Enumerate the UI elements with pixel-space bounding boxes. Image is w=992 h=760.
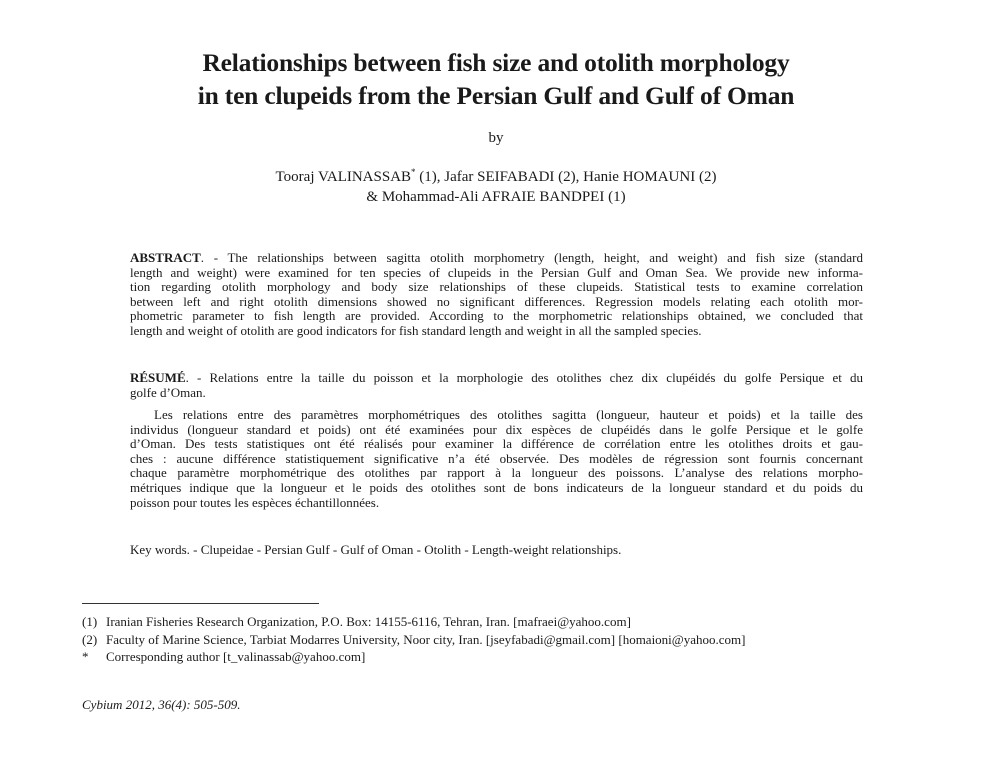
by-label: by [488, 130, 504, 146]
resume-body-line: individus (longueur standard et poids) ont été examinées pour dix espèces de clupéidés dans le golfe Persique et le golfe [130, 421, 863, 437]
authors-line-2: & Mohammad-Ali AFRAIE BANDPEI (1) [366, 189, 626, 205]
resume-section [130, 371, 863, 400]
footnote-text: Faculty of Marine Science, Tarbiat Modarres University, Noor city, Iran. [jseyfabadi@gmail.com] [homaioni@yahoo.com] [106, 631, 746, 647]
abstract-line: length and weight) were examined for ten species of clupeids in the Persian Gulf and Oman Sea. We provide new informa- [130, 264, 863, 280]
footnote-mark: * [82, 649, 89, 664]
title-line-2: in ten clupeids from the Persian Gulf and Gulf of Oman [197, 81, 795, 110]
author-list [0, 167, 992, 207]
abstract-line: between left and right otolith dimensions showed no significant differences. Regression models relating each otolith mor- [130, 293, 863, 309]
resume-body-line: Les relations entre des paramètres morphométriques des otolithes sagitta (longueur, hauteur et poids) et la taille des [154, 407, 863, 422]
abstract-line: phometric parameter to fish length are provided. According to the morphometric relationships obtained, we concluded that [130, 308, 863, 324]
resume-line: golfe d’Oman. [130, 384, 206, 400]
keywords: Key words. - Clupeidae - Persian Gulf - Gulf of Oman - Otolith - Length-weight relationships. [130, 542, 622, 557]
footnotes [82, 613, 912, 666]
abstract-line: tion regarding otolith morphology and body size relationships of these clupeids. Statistical tests to examine correlation [130, 279, 863, 295]
resume-body-line: ches : aucune différence statistiquement significative n’a été observée. Des modèles de régression sont fournis concernant [130, 450, 863, 466]
abstract-section [130, 251, 863, 339]
authors-line-1-rest: (1), Jafar SEIFABADI (2), Hanie HOMAUNI (2) [415, 169, 717, 185]
footnote-mark: (2) [82, 631, 98, 647]
footnote-text: Iranian Fisheries Research Organization, P.O. Box: 14155-6116, Tehran, Iran. [mafraei@yahoo.com] [106, 614, 631, 629]
resume-body-line: métriques indique que la longueur et le poids des otolithes sont de bons indicateurs de la longueur standard et du poids du [130, 479, 863, 495]
corresponding-author-mark: * [411, 167, 416, 177]
journal-citation: Cybium 2012, 36(4): 505-509. [82, 697, 241, 712]
footnote [82, 631, 912, 649]
lead-author: Tooraj VALINASSAB [275, 169, 412, 185]
resume-text: . - Relations entre la taille du poisson et la morphologie des otolithes chez dix clupéidés du golfe Persique et du [185, 370, 863, 385]
resume-body [130, 408, 863, 510]
article-title [0, 46, 992, 112]
abstract-line [130, 251, 863, 266]
abstract-line: length and weight of otolith are good indicators for fish standard length and weight in all the sampled species. [130, 322, 702, 338]
abstract-label: ABSTRACT [130, 250, 201, 265]
authors-line-1 [0, 167, 992, 187]
footnote-text: Corresponding author [t_valinassab@yahoo.com] [106, 649, 366, 664]
footnote [82, 613, 912, 631]
title-line-1: Relationships between fish size and otolith morphology [202, 48, 790, 77]
resume-line [130, 371, 863, 386]
resume-body-line: chaque paramètre morphométrique des otolithes par rapport à la longueur des poissons. L’analyse des relations morpho- [130, 465, 863, 481]
resume-label: RÉSUMÉ [130, 370, 186, 385]
resume-body-line: d’Oman. Des tests statistiques ont été réalisés pour examiner la différence de corrélation entre les otolithes droits et gau- [130, 436, 863, 452]
footnote [82, 648, 912, 666]
footnote-mark: (1) [82, 614, 98, 629]
abstract-text: . - The relationships between sagitta otolith morphometry (length, height, and weight) and fish size (standard [200, 250, 863, 265]
resume-body-line: poisson pour toutes les espèces échantillonnées. [130, 494, 380, 510]
footnote-divider [82, 603, 319, 604]
